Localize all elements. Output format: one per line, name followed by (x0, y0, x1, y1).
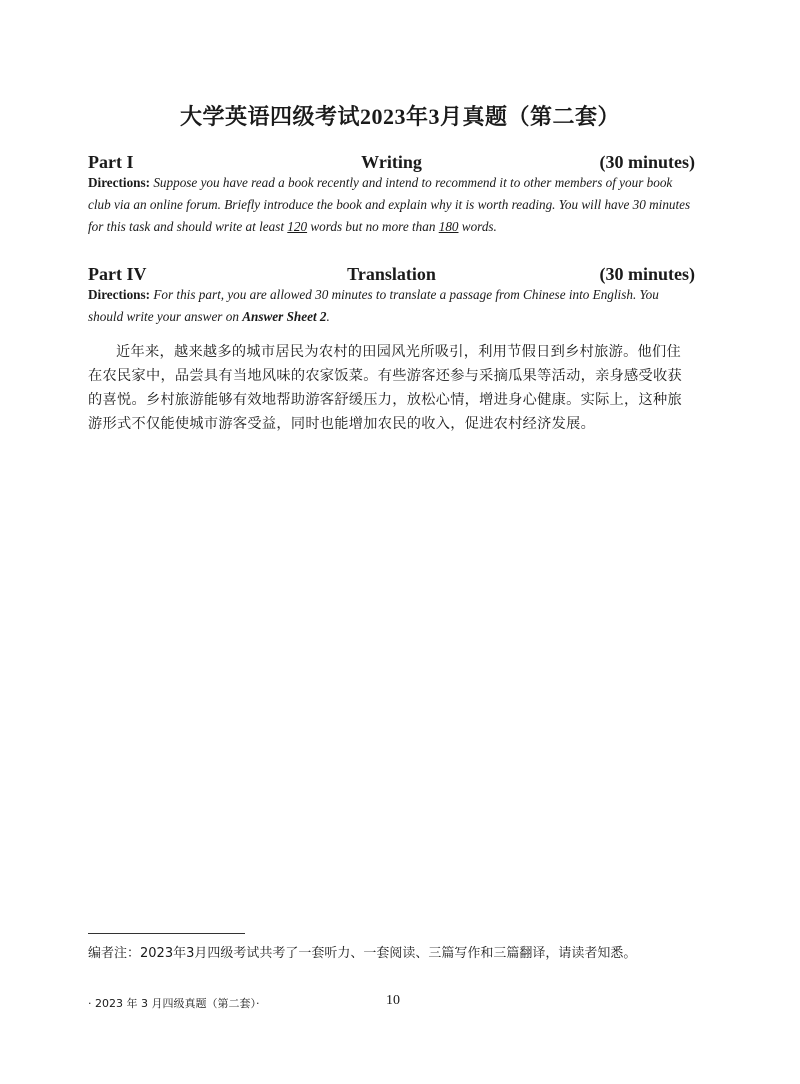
footer-label: · 2023 年 3 月四级真题（第二套）· (88, 997, 260, 1010)
part4-name: Part IV (88, 264, 147, 284)
directions-text: words. (461, 219, 497, 234)
directions-label: Directions: (88, 287, 151, 302)
part1-title: Writing (361, 152, 422, 172)
min-word-count: 120 (287, 219, 308, 234)
directions-text: Suppose you have read a book recently and intend to recommend it to other members of your book club via an online forum. Briefly introduce the book and explain why it is worth reading. You will have 30 minutes for this task and should write at least (88, 175, 691, 234)
translation-passage: 近年来，越来越多的城市居民为农村的田园风光所吸引，利用节假日到乡村旅游。他们住在农民家中，品尝具有当地风味的农家饭菜。有些游客还参与采摘瓜果等活动，亲身感受收获的喜悦。乡村旅游能够有效地帮助游客舒缓压力，放松心情，增进身心健康。实际上，这种旅游形式不仅能使城市游客受益，同时也能增加农民的收入，促进农村经济发展。 (88, 344, 682, 432)
part4-title: Translation (347, 264, 436, 284)
part1-time: (30 minutes) (599, 152, 695, 172)
part1-directions (88, 172, 695, 238)
part4-time: (30 minutes) (599, 264, 695, 284)
directions-label: Directions: (88, 175, 151, 190)
directions-text: For this part, you are allowed 30 minutes to translate a passage from Chinese into English. You should write your answer on (88, 287, 659, 324)
page-title: 大学英语四级考试2023年3月真题（第二套） (179, 104, 620, 129)
answer-sheet-label: Answer Sheet 2 (242, 309, 327, 324)
directions-text: . (326, 309, 330, 324)
directions-text: words but no more than (310, 219, 436, 234)
part4-directions (88, 284, 695, 328)
page-number: 10 (386, 993, 400, 1008)
part1-name: Part I (88, 152, 134, 172)
max-word-count: 180 (438, 219, 459, 234)
editor-note: 编者注：2023年3月四级考试共考了一套听力、一套阅读、三篇写作和三篇翻译，请读者知悉。 (88, 946, 637, 961)
footnote-divider (88, 933, 245, 934)
